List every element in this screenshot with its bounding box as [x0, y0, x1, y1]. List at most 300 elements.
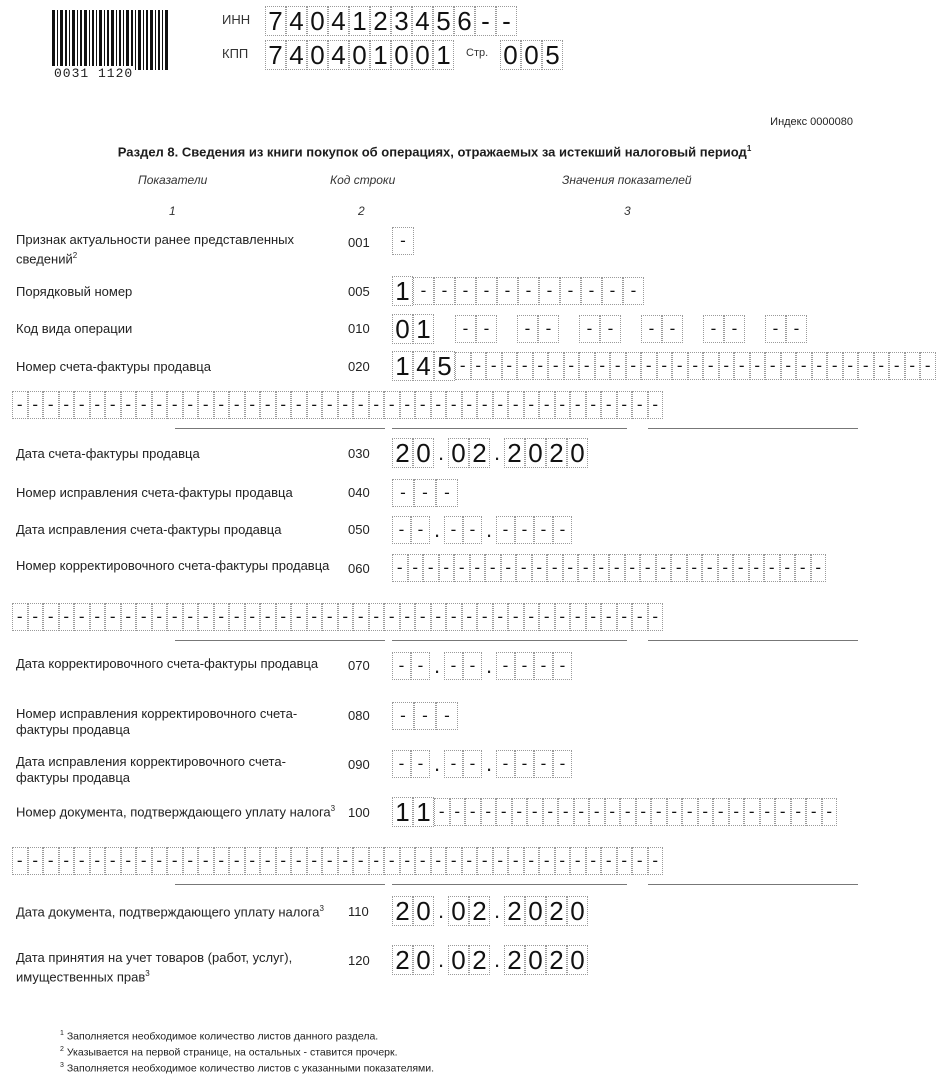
- date-separator: .: [433, 653, 441, 678]
- char-cell: -: [338, 391, 354, 419]
- char-cell: 2: [504, 896, 525, 926]
- char-cell: -: [411, 516, 430, 544]
- char-cell: -: [486, 352, 502, 380]
- char-cell: -: [501, 554, 517, 582]
- char-cell: -: [641, 315, 662, 343]
- char-cell: 2: [469, 438, 490, 468]
- char-cell: -: [724, 315, 745, 343]
- char-cell: 1: [413, 797, 434, 827]
- char-cell: -: [245, 391, 261, 419]
- char-cell: -: [555, 603, 571, 631]
- kpp-field[interactable]: [265, 40, 465, 70]
- char-cell: -: [74, 391, 90, 419]
- char-cell: -: [796, 352, 812, 380]
- date-separator: .: [485, 517, 493, 542]
- char-cell: -: [434, 798, 450, 826]
- char-cell: -: [28, 847, 44, 875]
- char-cell: 4: [328, 40, 349, 70]
- row-080-label: Номер исправления корректировочного счета-фактуры продавца: [16, 706, 298, 737]
- char-cell: -: [475, 6, 496, 36]
- char-cell: -: [493, 603, 509, 631]
- char-cell: -: [470, 554, 486, 582]
- char-cell: -: [548, 352, 564, 380]
- row-050-label: Дата исправления счета-фактуры продавца: [16, 522, 282, 537]
- char-cell: -: [786, 315, 807, 343]
- char-cell: -: [586, 847, 602, 875]
- char-cell: 2: [546, 896, 567, 926]
- char-cell: -: [439, 554, 455, 582]
- char-cell: -: [28, 391, 44, 419]
- char-cell: -: [570, 603, 586, 631]
- char-cell: 1: [413, 314, 434, 344]
- char-cell: -: [641, 352, 657, 380]
- char-cell: -: [477, 847, 493, 875]
- char-cell: -: [589, 798, 605, 826]
- row-001-code: 001: [348, 235, 370, 250]
- char-cell: -: [59, 603, 75, 631]
- row-070-code: 070: [348, 658, 370, 673]
- char-cell: 2: [469, 945, 490, 975]
- char-cell: -: [539, 391, 555, 419]
- column-number-1: 1: [169, 204, 176, 218]
- char-cell: -: [672, 352, 688, 380]
- char-cell: 2: [546, 438, 567, 468]
- char-cell: -: [446, 391, 462, 419]
- char-cell: 4: [286, 6, 307, 36]
- char-cell: 5: [433, 6, 454, 36]
- char-cell: -: [713, 798, 729, 826]
- row-100-code: 100: [348, 805, 370, 820]
- char-cell: -: [610, 352, 626, 380]
- char-cell: -: [889, 352, 905, 380]
- char-cell: -: [463, 750, 482, 778]
- char-cell: -: [183, 603, 199, 631]
- char-cell: -: [539, 603, 555, 631]
- date-separator: .: [437, 440, 445, 465]
- char-cell: -: [353, 391, 369, 419]
- char-cell: -: [369, 603, 385, 631]
- char-cell: -: [214, 847, 230, 875]
- char-cell: -: [12, 847, 28, 875]
- char-cell: -: [560, 277, 581, 305]
- char-cell: 0: [448, 945, 469, 975]
- char-cell: 0: [391, 40, 412, 70]
- char-cell: 5: [434, 351, 455, 381]
- char-cell: -: [524, 847, 540, 875]
- char-cell: 0: [349, 40, 370, 70]
- row-060-label: Номер корректировочного счета-фактуры продавца: [16, 558, 330, 573]
- char-cell: -: [338, 847, 354, 875]
- inn-label: ИНН: [222, 12, 251, 27]
- date-separator: .: [433, 751, 441, 776]
- char-cell: -: [651, 798, 667, 826]
- char-cell: -: [183, 391, 199, 419]
- char-cell: -: [539, 277, 560, 305]
- char-cell: -: [553, 516, 572, 544]
- char-cell: -: [702, 554, 718, 582]
- char-cell: -: [656, 554, 672, 582]
- char-cell: -: [563, 554, 579, 582]
- date-separator: .: [437, 947, 445, 972]
- underline: [648, 428, 858, 429]
- char-cell: -: [553, 652, 572, 680]
- char-cell: -: [136, 603, 152, 631]
- char-cell: -: [245, 603, 261, 631]
- char-cell: -: [322, 847, 338, 875]
- char-cell: -: [905, 352, 921, 380]
- char-cell: -: [574, 798, 590, 826]
- date-separator: .: [433, 517, 441, 542]
- row-120-label: Дата принятия на учет товаров (работ, услуг), имущественных прав$^3$: [16, 950, 293, 985]
- char-cell: -: [579, 352, 595, 380]
- char-cell: -: [534, 750, 553, 778]
- char-cell: -: [812, 352, 828, 380]
- char-cell: -: [121, 847, 137, 875]
- char-cell: -: [515, 652, 534, 680]
- char-cell: -: [392, 702, 414, 730]
- char-cell: -: [570, 847, 586, 875]
- char-cell: -: [515, 516, 534, 544]
- char-cell: -: [617, 391, 633, 419]
- char-cell: 2: [546, 945, 567, 975]
- char-cell: -: [167, 391, 183, 419]
- char-cell: -: [547, 554, 563, 582]
- char-cell: -: [626, 352, 642, 380]
- char-cell: -: [338, 603, 354, 631]
- char-cell: -: [105, 847, 121, 875]
- char-cell: -: [43, 391, 59, 419]
- char-cell: 1: [392, 797, 413, 827]
- char-cell: -: [688, 352, 704, 380]
- char-cell: 2: [370, 6, 391, 36]
- char-cell: 0: [525, 438, 546, 468]
- char-cell: -: [369, 847, 385, 875]
- char-cell: 0: [307, 40, 328, 70]
- char-cell: -: [136, 391, 152, 419]
- char-cell: -: [392, 652, 411, 680]
- char-cell: -: [502, 352, 518, 380]
- char-cell: -: [353, 603, 369, 631]
- char-cell: 4: [328, 6, 349, 36]
- char-cell: -: [517, 352, 533, 380]
- row-050-code: 050: [348, 522, 370, 537]
- char-cell: 5: [542, 40, 563, 70]
- char-cell: -: [43, 603, 59, 631]
- char-cell: -: [369, 391, 385, 419]
- underline: [392, 884, 627, 885]
- row-090-label: Дата исправления корректировочного счета-фактуры продавца: [16, 754, 286, 785]
- char-cell: -: [594, 554, 610, 582]
- char-cell: -: [508, 847, 524, 875]
- char-cell: -: [411, 750, 430, 778]
- underline: [175, 640, 385, 641]
- char-cell: -: [384, 391, 400, 419]
- char-cell: -: [657, 352, 673, 380]
- char-cell: -: [496, 6, 517, 36]
- char-cell: -: [260, 391, 276, 419]
- char-cell: -: [413, 277, 434, 305]
- char-cell: -: [434, 277, 455, 305]
- char-cell: -: [90, 391, 106, 419]
- underline: [648, 884, 858, 885]
- row-100-label: Номер документа, подтверждающего уплату налога$^3$: [16, 804, 336, 820]
- char-cell: -: [687, 554, 703, 582]
- char-cell: -: [744, 798, 760, 826]
- row-010-code: 010: [348, 321, 370, 336]
- char-cell: -: [455, 352, 471, 380]
- row-005-label: Порядковый номер: [16, 284, 133, 299]
- char-cell: -: [411, 652, 430, 680]
- char-cell: 1: [349, 6, 370, 36]
- char-cell: -: [764, 554, 780, 582]
- char-cell: -: [12, 603, 28, 631]
- char-cell: -: [446, 847, 462, 875]
- char-cell: -: [400, 603, 416, 631]
- underline: [392, 428, 627, 429]
- char-cell: -: [43, 847, 59, 875]
- char-cell: -: [431, 391, 447, 419]
- char-cell: -: [623, 277, 644, 305]
- char-cell: -: [555, 391, 571, 419]
- char-cell: -: [408, 554, 424, 582]
- char-cell: -: [414, 479, 436, 507]
- char-cell: -: [431, 847, 447, 875]
- char-cell: -: [533, 352, 549, 380]
- char-cell: -: [436, 702, 458, 730]
- char-cell: 2: [469, 896, 490, 926]
- char-cell: -: [620, 798, 636, 826]
- char-cell: -: [400, 847, 416, 875]
- char-cell: -: [843, 352, 859, 380]
- char-cell: 1: [370, 40, 391, 70]
- char-cell: -: [682, 798, 698, 826]
- char-cell: 2: [504, 945, 525, 975]
- char-cell: -: [444, 516, 463, 544]
- char-cell: -: [74, 847, 90, 875]
- date-separator: .: [493, 440, 501, 465]
- char-cell: 6: [454, 6, 475, 36]
- char-cell: -: [698, 798, 714, 826]
- char-cell: -: [581, 277, 602, 305]
- char-cell: -: [811, 554, 827, 582]
- char-cell: -: [444, 652, 463, 680]
- char-cell: -: [636, 798, 652, 826]
- char-cell: -: [524, 603, 540, 631]
- row-030-code: 030: [348, 446, 370, 461]
- char-cell: 0: [521, 40, 542, 70]
- row-040-label: Номер исправления счета-фактуры продавца: [16, 485, 293, 500]
- char-cell: 3: [391, 6, 412, 36]
- char-cell: -: [632, 847, 648, 875]
- char-cell: -: [781, 352, 797, 380]
- char-cell: -: [276, 391, 292, 419]
- char-cell: -: [198, 391, 214, 419]
- char-cell: -: [729, 798, 745, 826]
- char-cell: -: [392, 227, 414, 255]
- char-cell: -: [400, 391, 416, 419]
- char-cell: -: [485, 554, 501, 582]
- char-cell: -: [260, 603, 276, 631]
- char-cell: -: [307, 603, 323, 631]
- char-cell: -: [291, 603, 307, 631]
- char-cell: -: [462, 847, 478, 875]
- char-cell: -: [307, 847, 323, 875]
- char-cell: -: [858, 352, 874, 380]
- date-separator: .: [485, 653, 493, 678]
- row-080-code: 080: [348, 708, 370, 723]
- char-cell: -: [822, 798, 838, 826]
- char-cell: -: [632, 391, 648, 419]
- char-cell: -: [517, 315, 538, 343]
- underline: [392, 640, 627, 641]
- char-cell: -: [276, 603, 292, 631]
- char-cell: -: [553, 750, 572, 778]
- char-cell: -: [749, 554, 765, 582]
- char-cell: -: [601, 847, 617, 875]
- char-cell: -: [436, 479, 458, 507]
- char-cell: 2: [392, 438, 413, 468]
- char-cell: -: [260, 847, 276, 875]
- char-cell: -: [291, 391, 307, 419]
- footnote-1: $^1$ Заполняется необходимое количество листов данного раздела.: [60, 1030, 379, 1043]
- char-cell: 0: [525, 945, 546, 975]
- char-cell: -: [392, 750, 411, 778]
- char-cell: -: [59, 391, 75, 419]
- char-cell: -: [601, 391, 617, 419]
- footnote-2: $^2$ Указывается на первой странице, на остальных - ставится прочерк.: [60, 1046, 398, 1059]
- row-090-code: 090: [348, 757, 370, 772]
- column-header-line-code: Код строки: [330, 173, 396, 187]
- column-number-3: 3: [624, 204, 631, 218]
- char-cell: -: [229, 847, 245, 875]
- char-cell: 2: [504, 438, 525, 468]
- row-120-code: 120: [348, 953, 370, 968]
- date-separator: .: [485, 751, 493, 776]
- char-cell: -: [291, 847, 307, 875]
- char-cell: -: [462, 391, 478, 419]
- char-cell: -: [152, 847, 168, 875]
- char-cell: -: [827, 352, 843, 380]
- row-070-label: Дата корректировочного счета-фактуры продавца: [16, 656, 319, 671]
- char-cell: 1: [392, 351, 413, 381]
- char-cell: -: [534, 516, 553, 544]
- char-cell: 0: [392, 314, 413, 344]
- char-cell: -: [392, 554, 408, 582]
- char-cell: -: [703, 352, 719, 380]
- char-cell: -: [496, 652, 515, 680]
- inn-field[interactable]: [265, 6, 525, 36]
- char-cell: -: [718, 554, 734, 582]
- char-cell: -: [450, 798, 466, 826]
- char-cell: -: [152, 391, 168, 419]
- row-110-label: Дата документа, подтверждающего уплату налога$^3$: [16, 904, 324, 920]
- char-cell: -: [229, 391, 245, 419]
- char-cell: -: [463, 516, 482, 544]
- char-cell: -: [214, 391, 230, 419]
- char-cell: -: [538, 315, 559, 343]
- char-cell: -: [481, 798, 497, 826]
- char-cell: -: [595, 352, 611, 380]
- char-cell: -: [920, 352, 936, 380]
- char-cell: -: [760, 798, 776, 826]
- char-cell: -: [446, 603, 462, 631]
- char-cell: 0: [500, 40, 521, 70]
- char-cell: -: [617, 847, 633, 875]
- char-cell: -: [322, 391, 338, 419]
- char-cell: -: [167, 847, 183, 875]
- char-cell: -: [765, 315, 786, 343]
- char-cell: -: [512, 798, 528, 826]
- underline: [175, 884, 385, 885]
- char-cell: -: [667, 798, 683, 826]
- char-cell: -: [496, 750, 515, 778]
- underline: [648, 640, 858, 641]
- char-cell: -: [90, 847, 106, 875]
- char-cell: -: [806, 798, 822, 826]
- column-number-2: 2: [358, 204, 365, 218]
- char-cell: -: [465, 798, 481, 826]
- char-cell: -: [648, 391, 664, 419]
- char-cell: -: [570, 391, 586, 419]
- char-cell: -: [497, 277, 518, 305]
- char-cell: -: [586, 391, 602, 419]
- char-cell: -: [586, 603, 602, 631]
- char-cell: -: [415, 603, 431, 631]
- char-cell: -: [625, 554, 641, 582]
- kpp-label: КПП: [222, 46, 249, 61]
- char-cell: -: [414, 702, 436, 730]
- char-cell: -: [276, 847, 292, 875]
- char-cell: 0: [448, 896, 469, 926]
- char-cell: -: [609, 554, 625, 582]
- char-cell: 4: [412, 6, 433, 36]
- char-cell: -: [167, 603, 183, 631]
- char-cell: -: [532, 554, 548, 582]
- char-cell: -: [543, 798, 559, 826]
- char-cell: 2: [392, 945, 413, 975]
- char-cell: -: [392, 516, 411, 544]
- char-cell: -: [662, 315, 683, 343]
- char-cell: -: [214, 603, 230, 631]
- row-040-code: 040: [348, 485, 370, 500]
- form-index: Индекс 0000080: [770, 116, 853, 128]
- char-cell: 0: [567, 438, 588, 468]
- char-cell: -: [493, 847, 509, 875]
- char-cell: -: [703, 315, 724, 343]
- char-cell: -: [534, 652, 553, 680]
- char-cell: -: [198, 603, 214, 631]
- date-separator: .: [437, 898, 445, 923]
- row-001-label: Признак актуальности ранее представленных сведений$^2$: [16, 232, 295, 267]
- char-cell: -: [105, 603, 121, 631]
- char-cell: -: [454, 554, 470, 582]
- char-cell: -: [444, 750, 463, 778]
- footnote-3: $^3$ Заполняется необходимое количество листов с указанными показателями.: [60, 1062, 435, 1075]
- section-title: Раздел 8. Сведения из книги покупок об операциях, отражаемых за истекший налоговый период$^1$: [117, 144, 752, 160]
- char-cell: 0: [307, 6, 328, 36]
- char-cell: 0: [567, 945, 588, 975]
- char-cell: -: [775, 798, 791, 826]
- date-separator: .: [493, 898, 501, 923]
- barcode-number: 0031 1120: [54, 66, 134, 81]
- char-cell: -: [605, 798, 621, 826]
- char-cell: -: [415, 391, 431, 419]
- char-cell: -: [765, 352, 781, 380]
- date-separator: .: [493, 947, 501, 972]
- char-cell: 0: [525, 896, 546, 926]
- char-cell: -: [121, 603, 137, 631]
- char-cell: -: [671, 554, 687, 582]
